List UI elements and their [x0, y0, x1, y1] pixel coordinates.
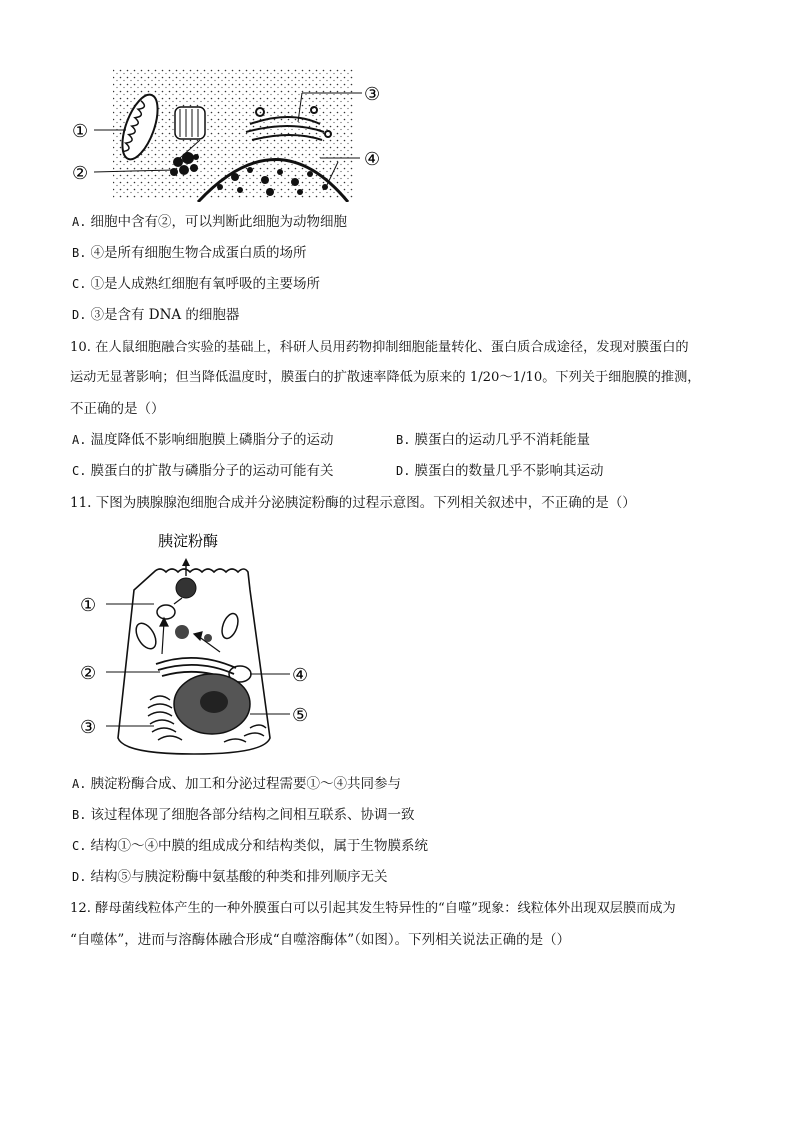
option-text: 膜蛋白的扩散与磷脂分子的运动可能有关 [90, 463, 334, 479]
q11-option-a [72, 775, 401, 793]
q10-stem-line-1: 10. 在人鼠细胞融合实验的基础上，科研人员用药物抑制细胞能量转化、蛋白质合成途径，发现对膜蛋白的 [70, 340, 689, 355]
label-4: ④ [292, 665, 309, 686]
q9-option-b [72, 244, 306, 262]
q10-stem-line-2: 运动无显著影响；但当降低温度时，膜蛋白的扩散速率降低为原来的 1/20～1/10。下列关于细胞膜的推测， [70, 370, 701, 385]
option-text: 该过程体现了细胞各部分结构之间相互联系、协调一致 [90, 807, 415, 823]
figure-title: 胰淀粉酶 [158, 532, 219, 550]
q10-option-a [72, 431, 333, 449]
option-letter: B. [72, 246, 87, 260]
option-letter: D. [72, 870, 87, 884]
option-letter: C. [72, 839, 87, 853]
q9-option-c [72, 275, 320, 293]
option-text: 温度降低不影响细胞膜上磷脂分子的运动 [90, 432, 334, 448]
option-letter: A. [72, 433, 87, 447]
option-letter: B. [72, 808, 87, 822]
option-letter: D. [396, 464, 411, 478]
q11-option-d [72, 868, 387, 886]
centriole-shape [175, 107, 205, 139]
q11-option-b [72, 806, 414, 824]
option-letter: C. [72, 277, 87, 291]
q11-stem: 11. 下图为胰腺腺泡细胞合成并分泌胰淀粉酶的过程示意图。下列相关叙述中，不正确的是（） [70, 495, 636, 511]
label-3: ③ [364, 84, 381, 105]
option-letter: A. [72, 777, 87, 791]
option-letter: C. [72, 464, 87, 478]
q10-stem-line-3: 不正确的是（） [70, 401, 165, 417]
option-text: ③是含有 DNA 的细胞器 [90, 307, 240, 323]
q9-option-d [72, 306, 239, 324]
pancreatic-cell-figure [74, 528, 334, 760]
option-text: 细胞中含有②，可以判断此细胞为动物细胞 [90, 214, 347, 230]
q12-stem-line-1: 12. 酵母菌线粒体产生的一种外膜蛋白可以引起其发生特异性的“自噬”现象：线粒体外出现双层膜而成为 [70, 901, 676, 916]
option-text: ④是所有细胞生物合成蛋白质的场所 [90, 245, 307, 261]
option-text: 胰淀粉酶合成、加工和分泌过程需要①～④共同参与 [90, 776, 401, 792]
label-2: ② [72, 163, 89, 184]
option-letter: A. [72, 215, 87, 229]
label-1: ① [72, 121, 89, 142]
cell-structure-figure [70, 62, 400, 202]
label-5: ⑤ [292, 705, 309, 726]
option-letter: D. [72, 308, 87, 322]
option-text: 结构⑤与胰淀粉酶中氨基酸的种类和排列顺序无关 [90, 869, 388, 885]
option-text: 膜蛋白的运动几乎不消耗能量 [414, 432, 590, 448]
option-text: ①是人成熟红细胞有氧呼吸的主要场所 [90, 276, 320, 292]
option-text: 结构①～④中膜的组成成分和结构类似，属于生物膜系统 [90, 838, 428, 854]
q12-stem-line-2: “自噬体”，进而与溶酶体融合形成“自噬溶酶体”（如图）。下列相关说法正确的是（） [70, 932, 571, 948]
option-text: 膜蛋白的数量几乎不影响其运动 [414, 463, 604, 479]
q10-option-b [396, 431, 590, 449]
option-letter: B. [396, 433, 411, 447]
label-3: ③ [80, 717, 97, 738]
label-1: ① [80, 595, 97, 616]
label-2: ② [80, 663, 97, 684]
q10-option-d [396, 462, 603, 480]
q10-option-c [72, 462, 333, 480]
q9-option-a [72, 213, 347, 231]
label-4: ④ [364, 149, 381, 170]
q11-option-c [72, 837, 428, 855]
